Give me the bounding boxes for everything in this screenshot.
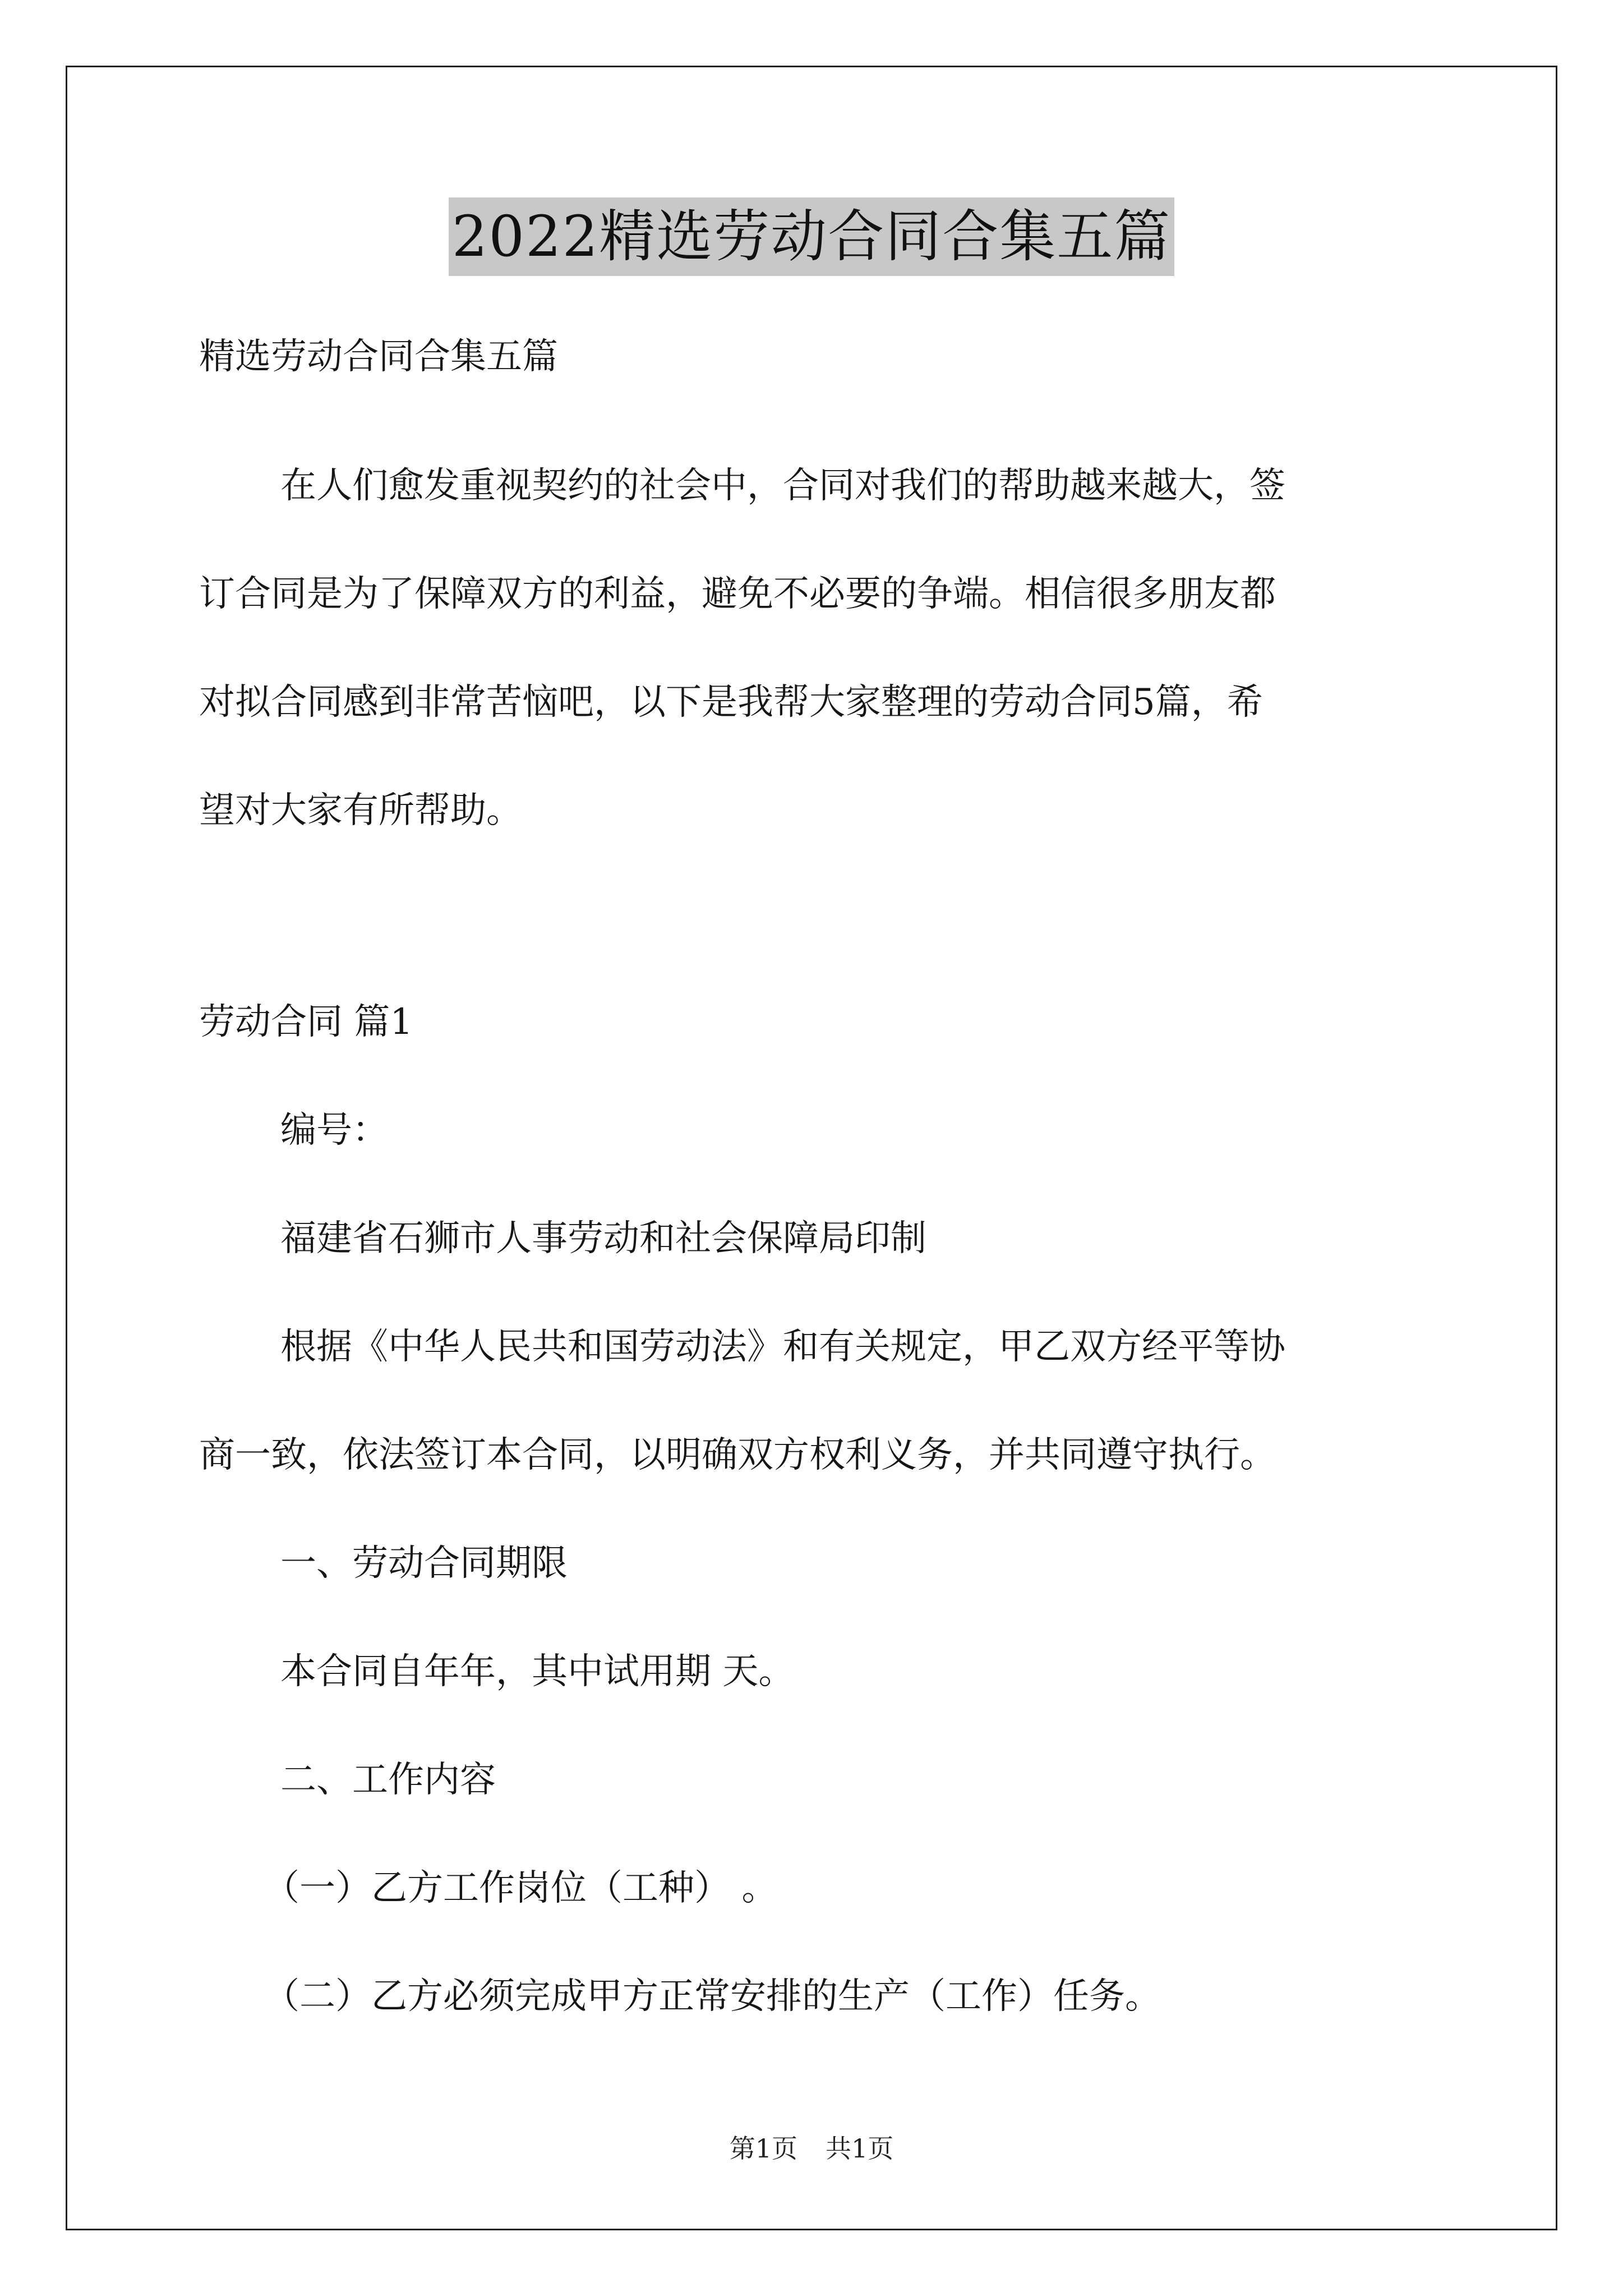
clause-1-heading: 一、劳动合同期限 xyxy=(280,1543,568,1584)
page-total: 共1页 xyxy=(826,2133,894,2164)
intro-line-2: 订合同是为了保障双方的利益，避免不必要的争端。相信很多朋友都 xyxy=(199,573,1276,615)
clause-1-text: 本合同自年年，其中试用期 天。 xyxy=(280,1651,795,1692)
page-current: 第1页 xyxy=(729,2133,797,2164)
clause-2-item-1: （一）乙方工作岗位（工种） 。 xyxy=(264,1867,778,1909)
number-label: 编号： xyxy=(280,1110,388,1151)
intro-line-3: 对拟合同感到非常苦恼吧，以下是我帮大家整理的劳动合同5篇，希 xyxy=(199,682,1263,723)
basis-line-1: 根据《中华人民共和国劳动法》和有关规定，甲乙双方经平等协 xyxy=(280,1326,1285,1368)
intro-line-4: 望对大家有所帮助。 xyxy=(199,790,522,831)
issuer-line: 福建省石狮市人事劳动和社会保障局印制 xyxy=(280,1218,926,1259)
title-container xyxy=(0,197,1623,276)
clause-2-heading: 二、工作内容 xyxy=(280,1759,496,1801)
section-heading: 劳动合同 篇1 xyxy=(199,1001,413,1043)
page-footer xyxy=(0,2132,1623,2165)
clause-2-item-2: （二）乙方必须完成甲方正常安排的生产（工作）任务。 xyxy=(264,1976,1161,2017)
intro-line-1: 在人们愈发重视契约的社会中，合同对我们的帮助越来越大，签 xyxy=(280,465,1285,507)
document-subtitle: 精选劳动合同合集五篇 xyxy=(199,336,558,378)
document-title: 2022精选劳动合同合集五篇 xyxy=(449,197,1175,276)
basis-line-2: 商一致，依法签订本合同，以明确双方权利义务，并共同遵守执行。 xyxy=(199,1434,1276,1476)
